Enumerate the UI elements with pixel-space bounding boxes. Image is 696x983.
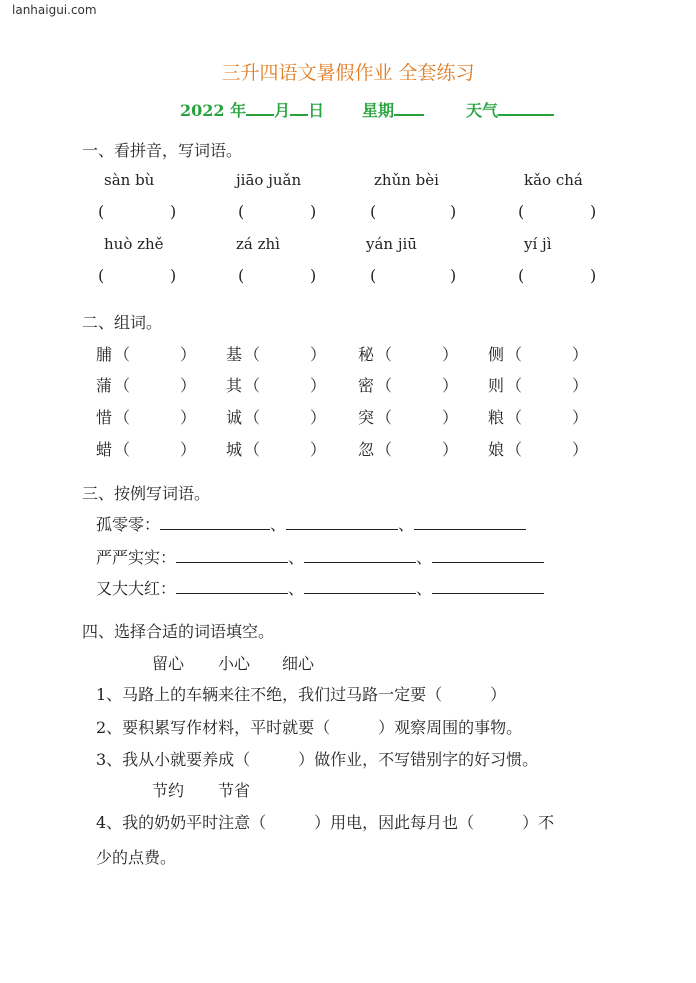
fill-line[interactable]	[432, 548, 544, 563]
answer-box-close: ）	[572, 376, 589, 395]
pattern-label: 孤零零：	[96, 515, 161, 534]
answer-box-close: ）	[442, 376, 459, 395]
fill-line[interactable]	[176, 579, 288, 594]
question-2: 2、要积累写作材料，平时就要（ ）观察周围的事物。	[96, 718, 523, 737]
pinyin-8: yí jì	[524, 235, 552, 253]
answer-box-close: ）	[572, 345, 589, 364]
weather-line	[466, 98, 554, 121]
answer-box-open: （	[506, 376, 523, 395]
word-char: 则	[488, 376, 505, 395]
word-char: 娘	[488, 440, 505, 459]
separator: 、	[398, 515, 415, 534]
page-title: 三升四语文暑假作业 全套练习	[221, 62, 475, 84]
word-char: 蒲	[96, 376, 113, 395]
word-char: 侧	[488, 345, 505, 364]
section4-heading: 四、选择合适的词语填空。	[82, 622, 275, 641]
word-choice: 节省	[218, 781, 251, 800]
section2-heading: 二、组词。	[82, 313, 163, 332]
pinyin-1: sàn bù	[104, 171, 155, 189]
answer-box-close: ）	[442, 440, 459, 459]
answer-box-close: ）	[310, 376, 327, 395]
answer-box-close: ）	[442, 345, 459, 364]
answer-box-open: （	[114, 440, 131, 459]
pinyin-7: yán jiū	[366, 235, 417, 253]
answer-box-close: )	[170, 266, 177, 285]
answer-box-close: ）	[180, 345, 197, 364]
year-label: 2022 年	[180, 101, 247, 120]
answer-box-close: ）	[180, 408, 197, 427]
answer-box-open: （	[376, 440, 393, 459]
day-label: 日	[308, 101, 325, 120]
answer-box-open: (	[370, 266, 377, 285]
fill-line[interactable]	[304, 548, 416, 563]
answer-box-close: )	[170, 202, 177, 221]
answer-box-open: (	[238, 266, 245, 285]
answer-box-close: )	[450, 202, 457, 221]
word-char: 城	[226, 440, 243, 459]
word-char: 密	[358, 376, 375, 395]
answer-box-open: （	[114, 376, 131, 395]
answer-box-close: )	[590, 266, 597, 285]
separator: 、	[288, 548, 305, 567]
word-char: 脯	[96, 345, 113, 364]
answer-box-close: ）	[310, 408, 327, 427]
answer-box-open: (	[98, 202, 105, 221]
word-choice: 节约	[152, 781, 185, 800]
question-4: 4、我的奶奶平时注意（ ）用电，因此每月也（ ）不	[96, 813, 555, 832]
pinyin-2: jiāo juǎn	[236, 171, 302, 189]
word-char: 秘	[358, 345, 375, 364]
word-pattern-row	[96, 512, 526, 535]
answer-box-close: ）	[310, 345, 327, 364]
answer-box-open: (	[518, 202, 525, 221]
fill-line[interactable]	[160, 515, 270, 530]
month-blank[interactable]	[246, 100, 274, 116]
question-3: 3、我从小就要养成（ ）做作业，不写错别字的好习惯。	[96, 750, 539, 769]
answer-box-close: ）	[310, 440, 327, 459]
answer-box-open: （	[506, 408, 523, 427]
weather-blank[interactable]	[498, 100, 554, 116]
separator: 、	[270, 515, 287, 534]
answer-box-open: （	[506, 345, 523, 364]
answer-box-open: (	[98, 266, 105, 285]
answer-box-open: （	[244, 345, 261, 364]
answer-box-open: （	[376, 408, 393, 427]
answer-box-close: ）	[572, 440, 589, 459]
answer-box-open: (	[370, 202, 377, 221]
pinyin-3: zhǔn bèi	[374, 171, 439, 189]
question-4-cont: 少的点费。	[96, 848, 177, 867]
answer-box-close: )	[310, 202, 317, 221]
answer-box-close: ）	[180, 376, 197, 395]
answer-box-open: （	[376, 376, 393, 395]
separator: 、	[416, 548, 433, 567]
pattern-label: 又大大红：	[96, 579, 177, 598]
fill-line[interactable]	[414, 515, 526, 530]
word-choice: 细心	[282, 654, 315, 673]
answer-box-open: （	[244, 376, 261, 395]
separator: 、	[288, 579, 305, 598]
word-char: 忽	[358, 440, 375, 459]
pinyin-6: zá zhì	[236, 235, 280, 253]
word-char: 惜	[96, 408, 113, 427]
word-pattern-row	[96, 576, 544, 599]
question-1: 1、马路上的车辆来往不绝，我们过马路一定要（ ）	[96, 685, 507, 704]
fill-line[interactable]	[304, 579, 416, 594]
answer-box-close: ）	[442, 408, 459, 427]
answer-box-close: ）	[572, 408, 589, 427]
section1-heading: 一、看拼音，写词语。	[82, 141, 243, 160]
month-label: 月	[274, 101, 291, 120]
answer-box-close: )	[310, 266, 317, 285]
weekday-blank[interactable]	[394, 100, 424, 116]
word-choice: 小心	[218, 654, 251, 673]
answer-box-open: (	[238, 202, 245, 221]
answer-box-open: （	[114, 345, 131, 364]
answer-box-close: )	[590, 202, 597, 221]
answer-box-open: （	[376, 345, 393, 364]
pattern-label: 严严实实：	[96, 548, 177, 567]
section3-heading: 三、按例写词语。	[82, 484, 211, 503]
word-char: 其	[226, 376, 243, 395]
pinyin-5: huò zhě	[104, 235, 164, 253]
answer-box-open: （	[244, 440, 261, 459]
fill-line[interactable]	[432, 579, 544, 594]
answer-box-open: (	[518, 266, 525, 285]
word-char: 突	[358, 408, 375, 427]
word-char: 诚	[226, 408, 243, 427]
answer-box-open: （	[114, 408, 131, 427]
answer-box-close: )	[450, 266, 457, 285]
fill-line[interactable]	[176, 548, 288, 563]
weekday-line	[362, 98, 424, 121]
watermark: lanhaigui.com	[12, 3, 97, 17]
weekday-label: 星期	[362, 101, 395, 120]
word-pattern-row	[96, 545, 544, 568]
pinyin-4: kǎo chá	[524, 171, 583, 189]
day-blank[interactable]	[290, 100, 308, 116]
word-char: 基	[226, 345, 243, 364]
answer-box-open: （	[244, 408, 261, 427]
fill-line[interactable]	[286, 515, 398, 530]
separator: 、	[416, 579, 433, 598]
answer-box-open: （	[506, 440, 523, 459]
answer-box-close: ）	[180, 440, 197, 459]
date-line	[180, 98, 324, 121]
word-choice: 留心	[152, 654, 185, 673]
weather-label: 天气	[466, 101, 499, 120]
word-char: 蜡	[96, 440, 113, 459]
word-char: 粮	[488, 408, 505, 427]
